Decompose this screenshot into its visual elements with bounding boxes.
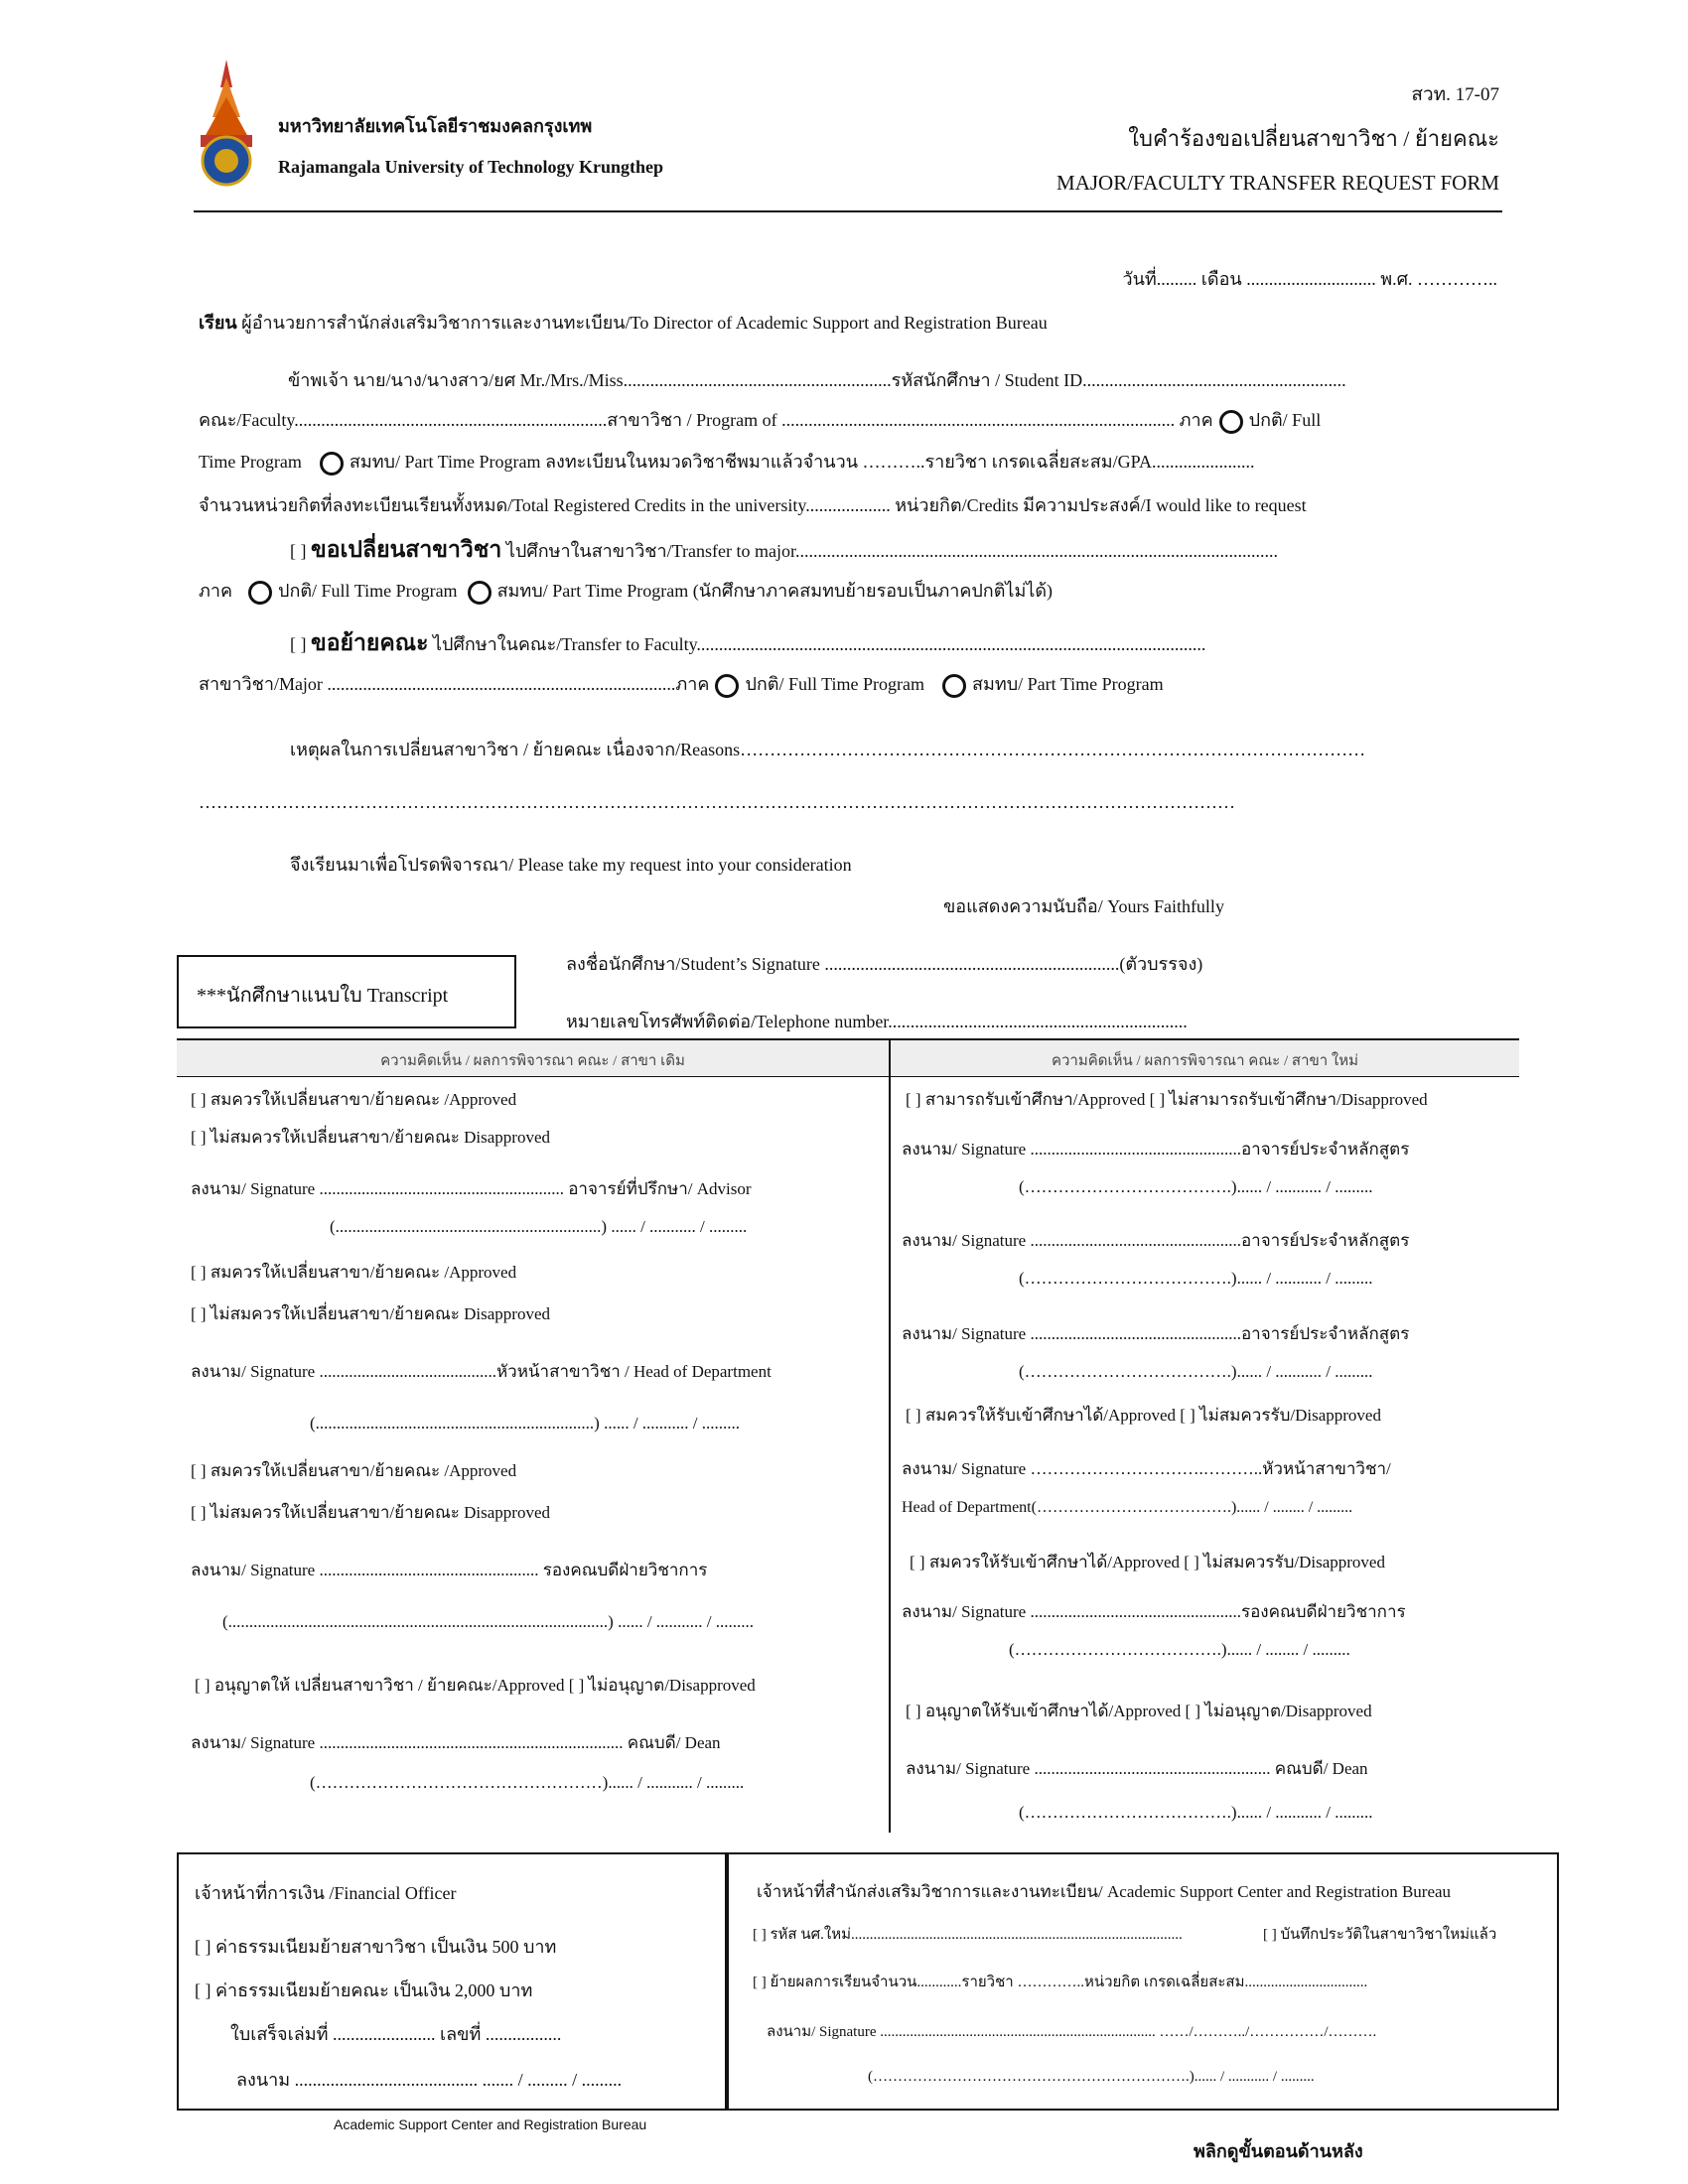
telephone-line: หมายเลขโทรศัพท์ติดต่อ/Telephone number...................................................................	[566, 1012, 1188, 1031]
right-dean-date: (……………………………….)...... / ........... / .........	[1019, 1803, 1373, 1822]
curriculum-lecturer-1-signature: ลงนาม/ Signature ..................................................อาจารย์ประจำหลักสูตร	[902, 1140, 1410, 1159]
right-dean-signature: ลงนาม/ Signature ........................................................ คณบดี/ Dean	[906, 1759, 1368, 1778]
faculty-full-time-label: ปกติ/ Full Time Program	[745, 674, 924, 694]
faculty-program-text: คณะ/Faculty......................................................................สาขาวิชา / Program of ........................................................................................ ภาค	[199, 410, 1213, 430]
left-dean-approval: [ ] อนุญาตให้ เปลี่ยนสาขาวิชา / ย้ายคณะ/Approved [ ] ไม่อนุญาต/Disapproved	[195, 1676, 756, 1695]
right-head-signature: ลงนาม/ Signature ………………………….………..หัวหน้าสาขาวิชา/	[902, 1459, 1391, 1478]
faculty-major-text: สาขาวิชา/Major ..............................................................................ภาค	[199, 674, 710, 694]
right-vice-dean-date: (……………………………….)...... / ........ / .........	[1009, 1640, 1350, 1659]
transcript-note-box	[177, 955, 516, 1028]
footer-bureau: Academic Support Center and Registration Bureau	[334, 2116, 647, 2132]
yours-faithfully: ขอแสดงความนับถือ/ Yours Faithfully	[943, 896, 1224, 916]
change-faculty-text: ไปศึกษาในคณะ/Transfer to Faculty..................................................................................................................	[432, 634, 1206, 654]
right-head-department-date: Head of Department(……………………………….)...... / ........ / .........	[902, 1499, 1353, 1516]
head-department-date: (..................................................................) ...... / ........... / .........	[310, 1414, 741, 1433]
change-major-checkbox[interactable]: [ ]	[290, 541, 307, 561]
curriculum-lecturer-3-signature: ลงนาม/ Signature ..................................................อาจารย์ประจำหลักสูตร	[902, 1324, 1410, 1343]
financial-officer-signature: ลงนาม ......................................... ....... / ......... / .........	[236, 2070, 623, 2090]
right-accept-option: [ ] สามารถรับเข้าศึกษา/Approved [ ] ไม่สามารถรับเข้าศึกษา/Disapproved	[906, 1090, 1428, 1109]
reason-line: เหตุผลในการเปลี่ยนสาขาวิชา / ย้ายคณะ เนื่องจาก/Reasons……………………………………………………………………………………………	[290, 740, 1366, 759]
vice-dean-signature: ลงนาม/ Signature .................................................... รองคณบดีฝ่ายวิชาการ	[191, 1561, 708, 1579]
university-name-th: มหาวิทยาลัยเทคโนโลยีราชมงคลกรุงเทพ	[278, 116, 593, 136]
approval-table-header-border	[177, 1076, 1519, 1077]
new-student-id: [ ] รหัส นศ.ใหม่.........................................................................................	[753, 1927, 1183, 1943]
major-full-time-label: ปกติ/ Full Time Program	[278, 581, 458, 601]
total-credits-line: จำนวนหน่วยกิตที่ลงทะเบียนเรียนทั้งหมด/Total Registered Credits in the university................... หน่วยกิต/Credits มีความประสงค์/I would like to request	[199, 495, 1307, 515]
major-full-time-radio[interactable]	[248, 581, 272, 605]
right-head-approval: [ ] สมควรให้รับเข้าศึกษาได้/Approved [ ] ไม่สมควรรับ/Disapproved	[906, 1406, 1381, 1425]
faculty-part-time-label: สมทบ/ Part Time Program	[972, 674, 1164, 694]
major-part-time-radio[interactable]	[468, 581, 492, 605]
advisor-date: (...............................................................) ...... / ........... / .........	[330, 1217, 748, 1236]
record-new-major: [ ] บันทึกประวัติในสาขาวิชาใหม่แล้ว	[1263, 1927, 1497, 1943]
full-time-radio[interactable]	[1219, 410, 1243, 434]
left-column-header: ความคิดเห็น / ผลการพิจารณา คณะ / สาขา เดิม	[380, 1053, 685, 1069]
transfer-grades: [ ] ย้ายผลการเรียนจำนวน............รายวิชา …………..หน่วยกิต เกรดเฉลี่ยสะสม.................................	[753, 1975, 1368, 1990]
major-part-time-label: สมทบ/ Part Time Program (นักศึกษาภาคสมทบย้ายรอบเป็นภาคปกติไม่ได้)	[496, 581, 1054, 601]
registry-title: เจ้าหน้าที่สำนักส่งเสริมวิชาการและงานทะเบียน/ Academic Support Center and Registration Bureau	[757, 1882, 1452, 1901]
financial-officer-title: เจ้าหน้าที่การเงิน /Financial Officer	[195, 1883, 457, 1903]
faculty-part-time-radio[interactable]	[942, 674, 966, 698]
left-approved-2: [ ] สมควรให้เปลี่ยนสาขา/ย้ายคณะ /Approved	[191, 1263, 517, 1282]
approval-table-divider	[889, 1038, 891, 1833]
vice-dean-date: (..........................................................................................) ...... / ........... / .........	[222, 1612, 755, 1631]
header-divider	[194, 210, 1502, 212]
change-major-title: ขอเปลี่ยนสาขาวิชา	[311, 537, 502, 562]
curriculum-lecturer-2-signature: ลงนาม/ Signature ..................................................อาจารย์ประจำหลักสูตร	[902, 1231, 1410, 1250]
footer-turn-over: พลิกดูขั้นตอนด้านหลัง	[1194, 2141, 1363, 2161]
option-change-major	[290, 532, 1278, 568]
option-change-faculty	[290, 625, 1205, 661]
right-vice-dean-approval: [ ] สมควรให้รับเข้าศึกษาได้/Approved [ ] ไม่สมควรรับ/Disapproved	[910, 1553, 1385, 1571]
change-faculty-checkbox[interactable]: [ ]	[290, 634, 307, 654]
change-major-program-line	[199, 576, 1053, 605]
right-vice-dean-signature: ลงนาม/ Signature ..................................................รองคณบดีฝ่ายวิชาการ	[902, 1602, 1406, 1621]
form-title-th: ใบคำร้องขอเปลี่ยนสาขาวิชา / ย้ายคณะ	[1128, 126, 1499, 151]
curriculum-lecturer-1-date: (……………………………….)...... / ........... / .........	[1019, 1177, 1373, 1196]
left-approved-3: [ ] สมควรให้เปลี่ยนสาขา/ย้ายคณะ /Approved	[191, 1461, 517, 1480]
university-name-en: Rajamangala University of Technology Krungthep	[278, 157, 664, 177]
registry-date: (……………………………………………………….)...... / ........... / .........	[868, 2069, 1315, 2085]
change-faculty-title: ขอย้ายคณะ	[311, 630, 429, 655]
dean-signature: ลงนาม/ Signature ........................................................................ คณบดี/ Dean	[191, 1733, 721, 1752]
left-disapproved-2: [ ] ไม่สมควรให้เปลี่ยนสาขา/ย้ายคณะ Disapproved	[191, 1304, 550, 1323]
date-line: วันที่......... เดือน ............................. พ.ศ. …………..	[1122, 269, 1497, 289]
part-time-radio[interactable]	[320, 452, 344, 476]
left-disapproved-1: [ ] ไม่สมควรให้เปลี่ยนสาขา/ย้ายคณะ Disapproved	[191, 1128, 550, 1147]
major-transfer-fee: [ ] ค่าธรรมเนียมย้ายสาขาวิชา เป็นเงิน 500 บาท	[195, 1937, 557, 1957]
full-time-label: ปกติ/ Full	[1248, 410, 1322, 430]
curriculum-lecturer-2-date: (……………………………….)...... / ........... / .........	[1019, 1269, 1373, 1288]
dean-date: (……………………………………………)...... / ........... / .........	[310, 1773, 745, 1792]
faculty-program-line	[199, 405, 1321, 434]
form-code: สวท. 17-07	[1411, 84, 1499, 105]
program-gpa-line	[199, 447, 1255, 476]
receipt-number: ใบเสร็จเล่มที่ ....................... เลขที่ .................	[230, 2024, 562, 2044]
advisor-signature: ลงนาม/ Signature .......................................................... อาจารย์ที่ปรึกษา/ Advisor	[191, 1179, 752, 1198]
consideration-line: จึงเรียนมาเพื่อโปรดพิจารณา/ Please take my request into your consideration	[290, 855, 852, 875]
student-signature-line: ลงชื่อนักศึกษา/Student’s Signature ..................................................................(ตัวบรรจง)	[566, 954, 1203, 974]
program-type-label: ภาค	[199, 581, 233, 601]
change-major-text: ไปศึกษาในสาขาวิชา/Transfer to major............................................................................................................	[505, 541, 1278, 561]
registry-signature: ลงนาม/ Signature .......................................................................... ……/………../……………/……….	[767, 2024, 1377, 2040]
time-program-label: Time Program	[199, 452, 302, 472]
curriculum-lecturer-3-date: (……………………………….)...... / ........... / .........	[1019, 1362, 1373, 1381]
salutation-label: เรียน	[199, 313, 237, 333]
university-seal-icon	[191, 58, 262, 187]
head-department-signature: ลงนาม/ Signature ..........................................หัวหน้าสาขาวิชา / Head of Department	[191, 1362, 772, 1381]
part-time-gpa-text: สมทบ/ Part Time Program ลงทะเบียนในหมวดวิชาชีพมาแล้วจำนวน ………..รายวิชา เกรดเฉลี่ยสะสม/GPA.......................	[349, 452, 1255, 472]
faculty-full-time-radio[interactable]	[715, 674, 739, 698]
transcript-note: ***นักศึกษาแนบใบ Transcript	[197, 985, 449, 1007]
change-faculty-major-line	[199, 669, 1164, 698]
form-title-en: MAJOR/FACULTY TRANSFER REQUEST FORM	[1056, 171, 1499, 195]
faculty-transfer-fee: [ ] ค่าธรรมเนียมย้ายคณะ เป็นเงิน 2,000 บาท	[195, 1980, 533, 2000]
left-disapproved-3: [ ] ไม่สมควรให้เปลี่ยนสาขา/ย้ายคณะ Disapproved	[191, 1503, 550, 1522]
salutation-text: ผู้อำนวยการสำนักส่งเสริมวิชาการและงานทะเบียน/To Director of Academic Support and Registration Bureau	[241, 313, 1048, 333]
right-dean-approval: [ ] อนุญาตให้รับเข้าศึกษาได้/Approved [ ] ไม่อนุญาต/Disapproved	[906, 1702, 1372, 1720]
left-approved-1: [ ] สมควรให้เปลี่ยนสาขา/ย้ายคณะ /Approved	[191, 1090, 517, 1109]
salutation	[199, 308, 1048, 337]
reason-continuation-line: …………………………………………………………………………………………………………………………………………………………	[199, 792, 1235, 812]
name-student-id-line: ข้าพเจ้า นาย/นาง/นางสาว/ยศ Mr./Mrs./Miss............................................................รหัสนักศึกษา / Student ID...........................................................	[288, 370, 1346, 390]
right-column-header: ความคิดเห็น / ผลการพิจารณา คณะ / สาขา ใหม่	[1051, 1053, 1359, 1069]
